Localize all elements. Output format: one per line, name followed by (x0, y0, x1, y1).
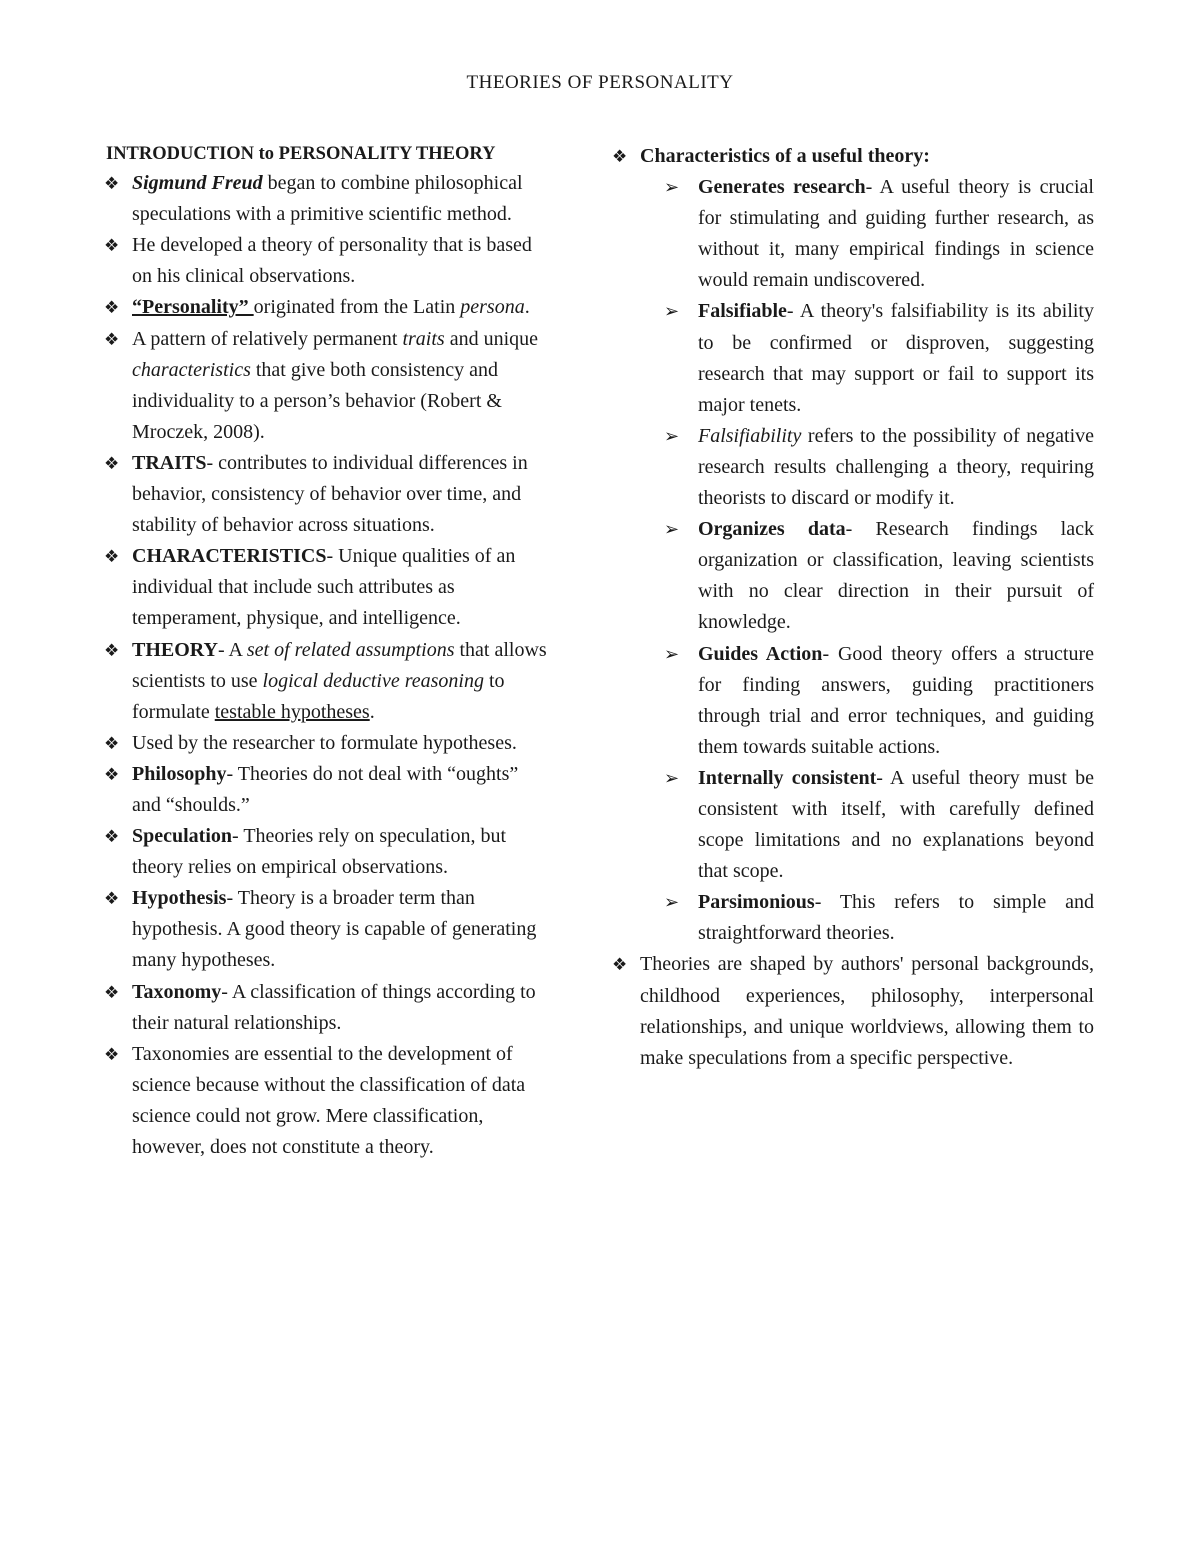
diamond-bullet-icon: ❖ (104, 640, 120, 660)
term: CHARACTERISTICS (132, 545, 327, 568)
term: Internally consistent (698, 766, 877, 789)
sub-list-item: ➢ Generates research- A useful theory is crucial for stimulating and guiding further research, as without it, many empirical findings in science would remain undiscovered. (664, 172, 1094, 296)
diamond-bullet-icon: ❖ (612, 955, 628, 975)
list-item: ❖ Taxonomies are essential to the development of science because without the classification of data science could not grow. Mere classification, however, does not constitute a theory. (102, 1039, 552, 1163)
diamond-bullet-icon: ❖ (104, 982, 120, 1002)
list-item: ❖ Theories are shaped by authors' personal backgrounds, childhood experiences, philosophy, interpersonal relationships, and unique worldviews, allowing them to make speculations from a specific perspective. (610, 949, 1094, 1073)
diamond-bullet-icon: ❖ (104, 174, 120, 194)
diamond-bullet-icon: ❖ (104, 1044, 120, 1064)
list-item: ❖ A pattern of relatively permanent traits and unique characteristics that give both consistency and individuality to a person’s behavior (Robert & Mroczek, 2008). (102, 324, 552, 448)
arrowhead-bullet-icon: ➢ (664, 892, 680, 913)
section-heading: Characteristics of a useful theory: (640, 145, 930, 167)
term: TRAITS (132, 451, 207, 474)
left-column (102, 139, 552, 1163)
arrowhead-bullet-icon: ➢ (664, 177, 680, 198)
term: Falsifiability (698, 424, 802, 447)
list-item: ❖ Taxonomy- A classification of things according to their natural relationships. (102, 977, 552, 1039)
diamond-bullet-icon: ❖ (104, 453, 120, 473)
term: Parsimonious (698, 891, 815, 914)
term: Generates research (698, 176, 866, 199)
list-item: ❖ Sigmund Freud began to combine philosophical speculations with a primitive scientific method. (102, 168, 552, 230)
list-item: ❖ Hypothesis- Theory is a broader term than hypothesis. A good theory is capable of generating many hypotheses. (102, 883, 552, 976)
diamond-bullet-icon: ❖ (104, 889, 120, 909)
diamond-bullet-icon: ❖ (104, 827, 120, 847)
term: Taxonomy (132, 980, 222, 1003)
arrowhead-bullet-icon: ➢ (664, 643, 680, 664)
list-item: ❖ TRAITS- contributes to individual differences in behavior, consistency of behavior over time, and stability of behavior across situations. (102, 448, 552, 541)
diamond-bullet-icon: ❖ (104, 298, 120, 318)
arrowhead-bullet-icon: ➢ (664, 301, 680, 322)
arrowhead-bullet-icon: ➢ (664, 519, 680, 540)
diamond-bullet-icon: ❖ (104, 236, 120, 256)
diamond-bullet-icon: ❖ (104, 733, 120, 753)
section-heading: INTRODUCTION to PERSONALITY THEORY (106, 144, 496, 164)
term: Falsifiable (698, 300, 787, 323)
diamond-bullet-icon: ❖ (104, 329, 120, 349)
diamond-bullet-icon: ❖ (104, 764, 120, 784)
sub-list-item: ➢ Falsifiable- A theory's falsifiability is its ability to be confirmed or disproven, suggesting research that may support or fail to support its major tenets. (664, 296, 1094, 420)
arrowhead-bullet-icon: ➢ (664, 767, 680, 788)
term: Hypothesis (132, 887, 227, 910)
sub-list-item: ➢ Falsifiability refers to the possibility of negative research results challenging a theory, requiring theorists to discard or modify it. (664, 421, 1094, 514)
sub-list-item: ➢ Parsimonious- This refers to simple and straightforward theories. (664, 887, 1094, 949)
document-title: THEORIES OF PERSONALITY (466, 72, 734, 93)
diamond-bullet-icon: ❖ (612, 147, 628, 166)
term: THEORY (132, 638, 218, 661)
sub-list-item: ➢ Organizes data- Research findings lack organization or classification, leaving scientists with no clear direction in their pursuit of knowledge. (664, 514, 1094, 638)
list-item: ❖ He developed a theory of personality that is based on his clinical observations. (102, 230, 552, 292)
diamond-bullet-icon: ❖ (104, 547, 120, 567)
list-item: ❖ Philosophy- Theories do not deal with “oughts” and “shoulds.” (102, 759, 552, 821)
term: Sigmund Freud (132, 172, 263, 195)
sub-list-item: ➢ Guides Action- Good theory offers a structure for finding answers, guiding practitioners through trial and error techniques, and guiding them towards suitable actions. (664, 639, 1094, 763)
list-item: ❖ Speculation- Theories rely on speculation, but theory relies on empirical observations. (102, 821, 552, 883)
arrowhead-bullet-icon: ➢ (664, 425, 680, 446)
list-item: ❖ Used by the researcher to formulate hypotheses. (102, 728, 552, 759)
sub-list-item: ➢ Internally consistent- A useful theory must be consistent with itself, with carefully defined scope limitations and no explanations beyond that scope. (664, 763, 1094, 887)
list-item: ❖ CHARACTERISTICS- Unique qualities of an individual that include such attributes as temperament, physique, and intelligence. (102, 541, 552, 634)
right-column (610, 141, 1094, 1074)
term: Guides Action (698, 642, 823, 665)
list-item (610, 141, 1094, 172)
term: Philosophy (132, 762, 227, 785)
list-item: ❖ “Personality” originated from the Latin persona. (102, 292, 552, 323)
term: Organizes data (698, 518, 846, 541)
term: “Personality” (132, 296, 254, 319)
list-item: ❖ THEORY- A set of related assumptions that allows scientists to use logical deductive reasoning to formulate testable hypotheses. (102, 635, 552, 728)
term: Speculation (132, 825, 233, 848)
